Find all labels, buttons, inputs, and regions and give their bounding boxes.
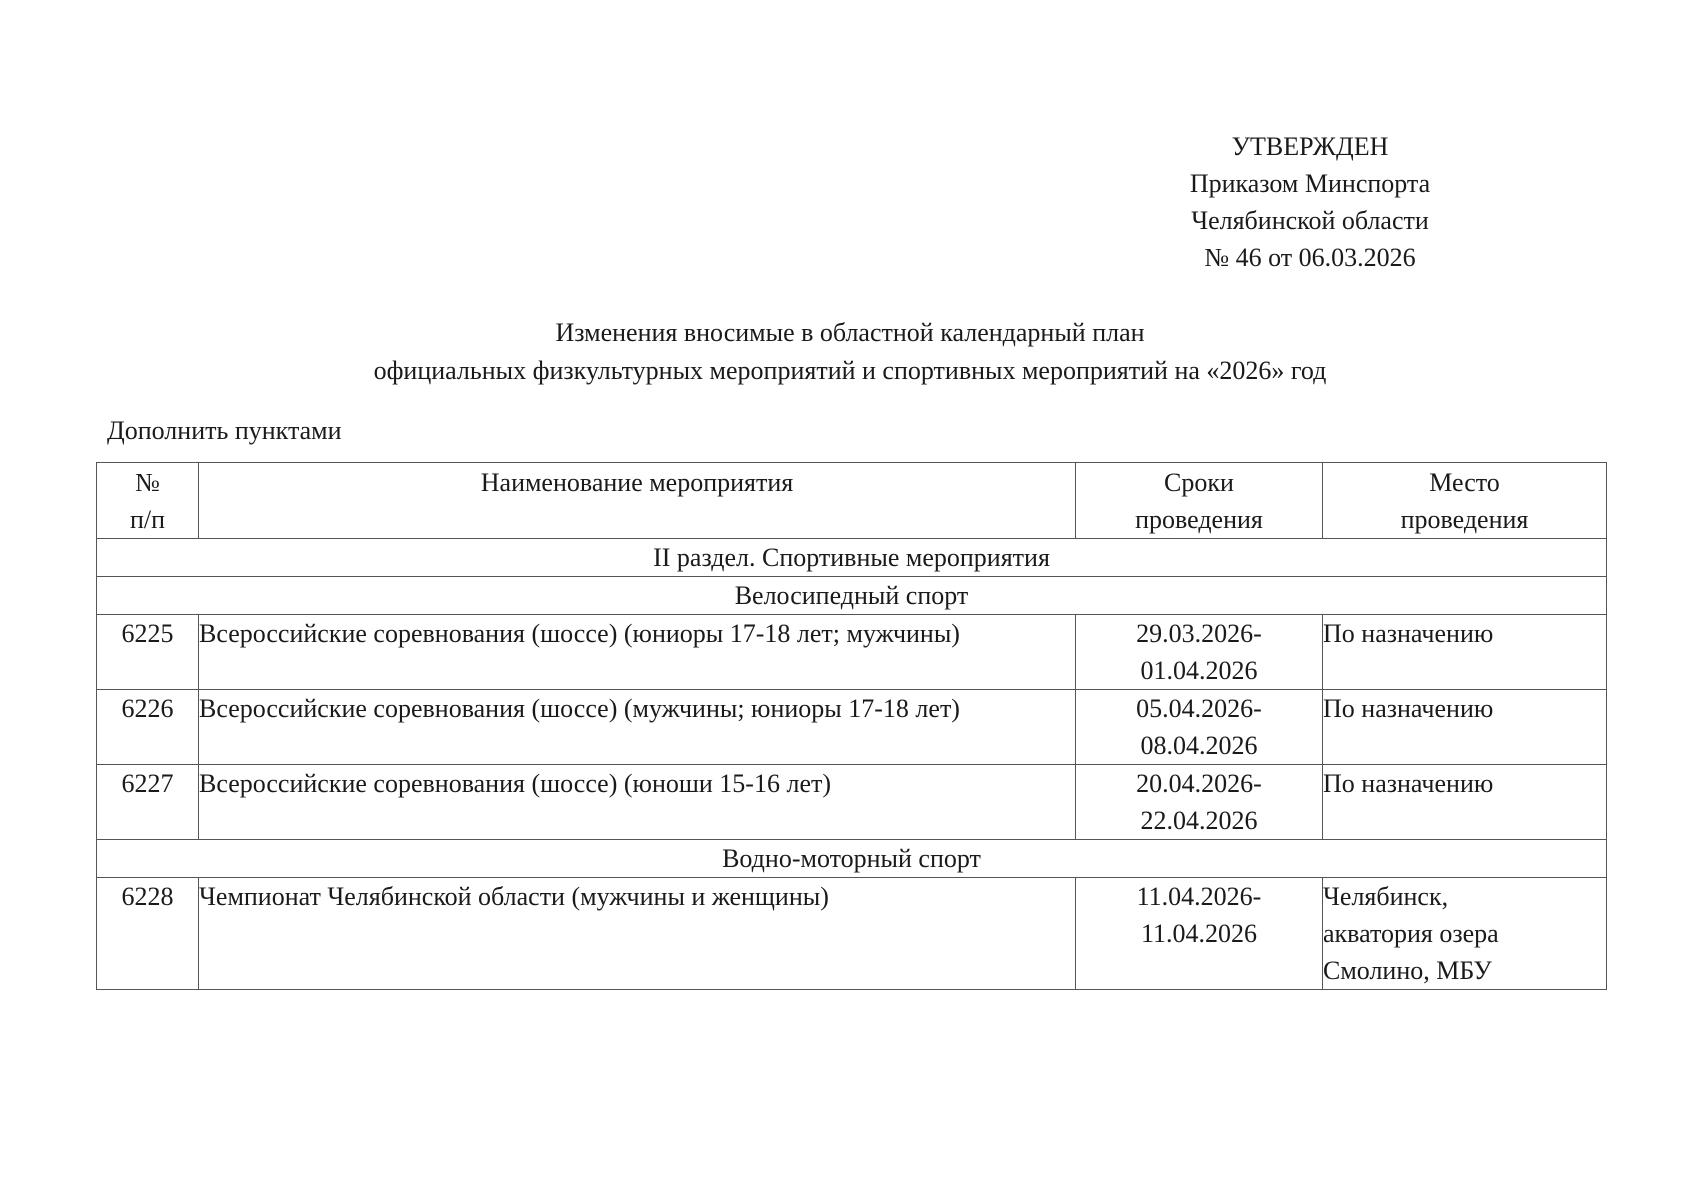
event-name: Всероссийские соревнования (шоссе) (юноши 15-16 лет) [199, 765, 1076, 840]
event-dates [1076, 615, 1323, 690]
supplement-label: Дополнить пунктами [107, 416, 342, 445]
document-title-line-1: Изменения вносимые в областной календарный план [555, 318, 1145, 347]
event-date-start: 05.04.2026- [1136, 694, 1262, 723]
approval-stamp [1150, 128, 1470, 276]
header-place [1323, 463, 1607, 539]
section-title: II раздел. Спортивные мероприятия [97, 539, 1607, 577]
event-dates [1076, 690, 1323, 765]
header-name-text: Наименование мероприятия [480, 468, 794, 497]
event-date-end: 01.04.2026 [1140, 656, 1258, 685]
event-date-start: 29.03.2026- [1136, 619, 1262, 648]
event-place [1323, 765, 1607, 840]
sport-group-title: Водно-моторный спорт [97, 840, 1607, 878]
header-place-line-1: Место [1429, 468, 1500, 497]
event-date-end: 08.04.2026 [1140, 731, 1258, 760]
event-name: Всероссийские соревнования (шоссе) (мужчины; юниоры 17-18 лет) [199, 690, 1076, 765]
row-number: 6225 [97, 615, 199, 690]
event-date-start: 20.04.2026- [1136, 769, 1262, 798]
sport-group-row [97, 840, 1607, 878]
event-place-line: Челябинск, [1323, 882, 1449, 911]
header-dates-line-1: Сроки [1164, 468, 1234, 497]
event-place-line: По назначению [1323, 769, 1494, 798]
table-row [97, 690, 1607, 765]
approval-title: УТВЕРЖДЕН [1231, 132, 1389, 161]
header-place-line-2: проведения [1400, 505, 1529, 534]
event-place [1323, 878, 1607, 990]
row-number: 6228 [97, 878, 199, 990]
event-dates [1076, 765, 1323, 840]
sport-group-title: Велосипедный спорт [97, 577, 1607, 615]
event-name: Всероссийские соревнования (шоссе) (юниоры 17-18 лет; мужчины) [199, 615, 1076, 690]
event-place-line: Смолино, МБУ [1323, 956, 1492, 985]
event-dates [1076, 878, 1323, 990]
header-number-line-2: п/п [129, 505, 166, 534]
header-number-line-1: № [135, 468, 160, 497]
event-place [1323, 615, 1607, 690]
table-row [97, 878, 1607, 990]
event-place [1323, 690, 1607, 765]
table-row [97, 765, 1607, 840]
approval-region: Челябинской области [1191, 206, 1429, 235]
row-number: 6227 [97, 765, 199, 840]
header-dates [1076, 463, 1323, 539]
sport-group-row [97, 577, 1607, 615]
approval-number-date: № 46 от 06.03.2026 [1204, 243, 1416, 272]
event-date-end: 22.04.2026 [1140, 806, 1258, 835]
header-name [199, 463, 1076, 539]
document-title [100, 314, 1600, 390]
event-date-end: 11.04.2026 [1140, 919, 1258, 948]
event-name: Чемпионат Челябинской области (мужчины и женщины) [199, 878, 1076, 990]
approval-order: Приказом Минспорта [1189, 169, 1431, 198]
document-title-line-2: официальных физкультурных мероприятий и спортивных мероприятий на «2026» год [373, 356, 1327, 385]
table-row [97, 615, 1607, 690]
table-header-row [97, 463, 1607, 539]
event-place-line: По назначению [1323, 694, 1494, 723]
section-row [97, 539, 1607, 577]
row-number: 6226 [97, 690, 199, 765]
header-dates-line-2: проведения [1135, 505, 1263, 534]
event-place-line: По назначению [1323, 619, 1494, 648]
events-table [96, 462, 1607, 990]
event-place-line: акватория озера [1323, 919, 1499, 948]
header-number [97, 463, 199, 539]
event-date-start: 11.04.2026- [1136, 882, 1262, 911]
